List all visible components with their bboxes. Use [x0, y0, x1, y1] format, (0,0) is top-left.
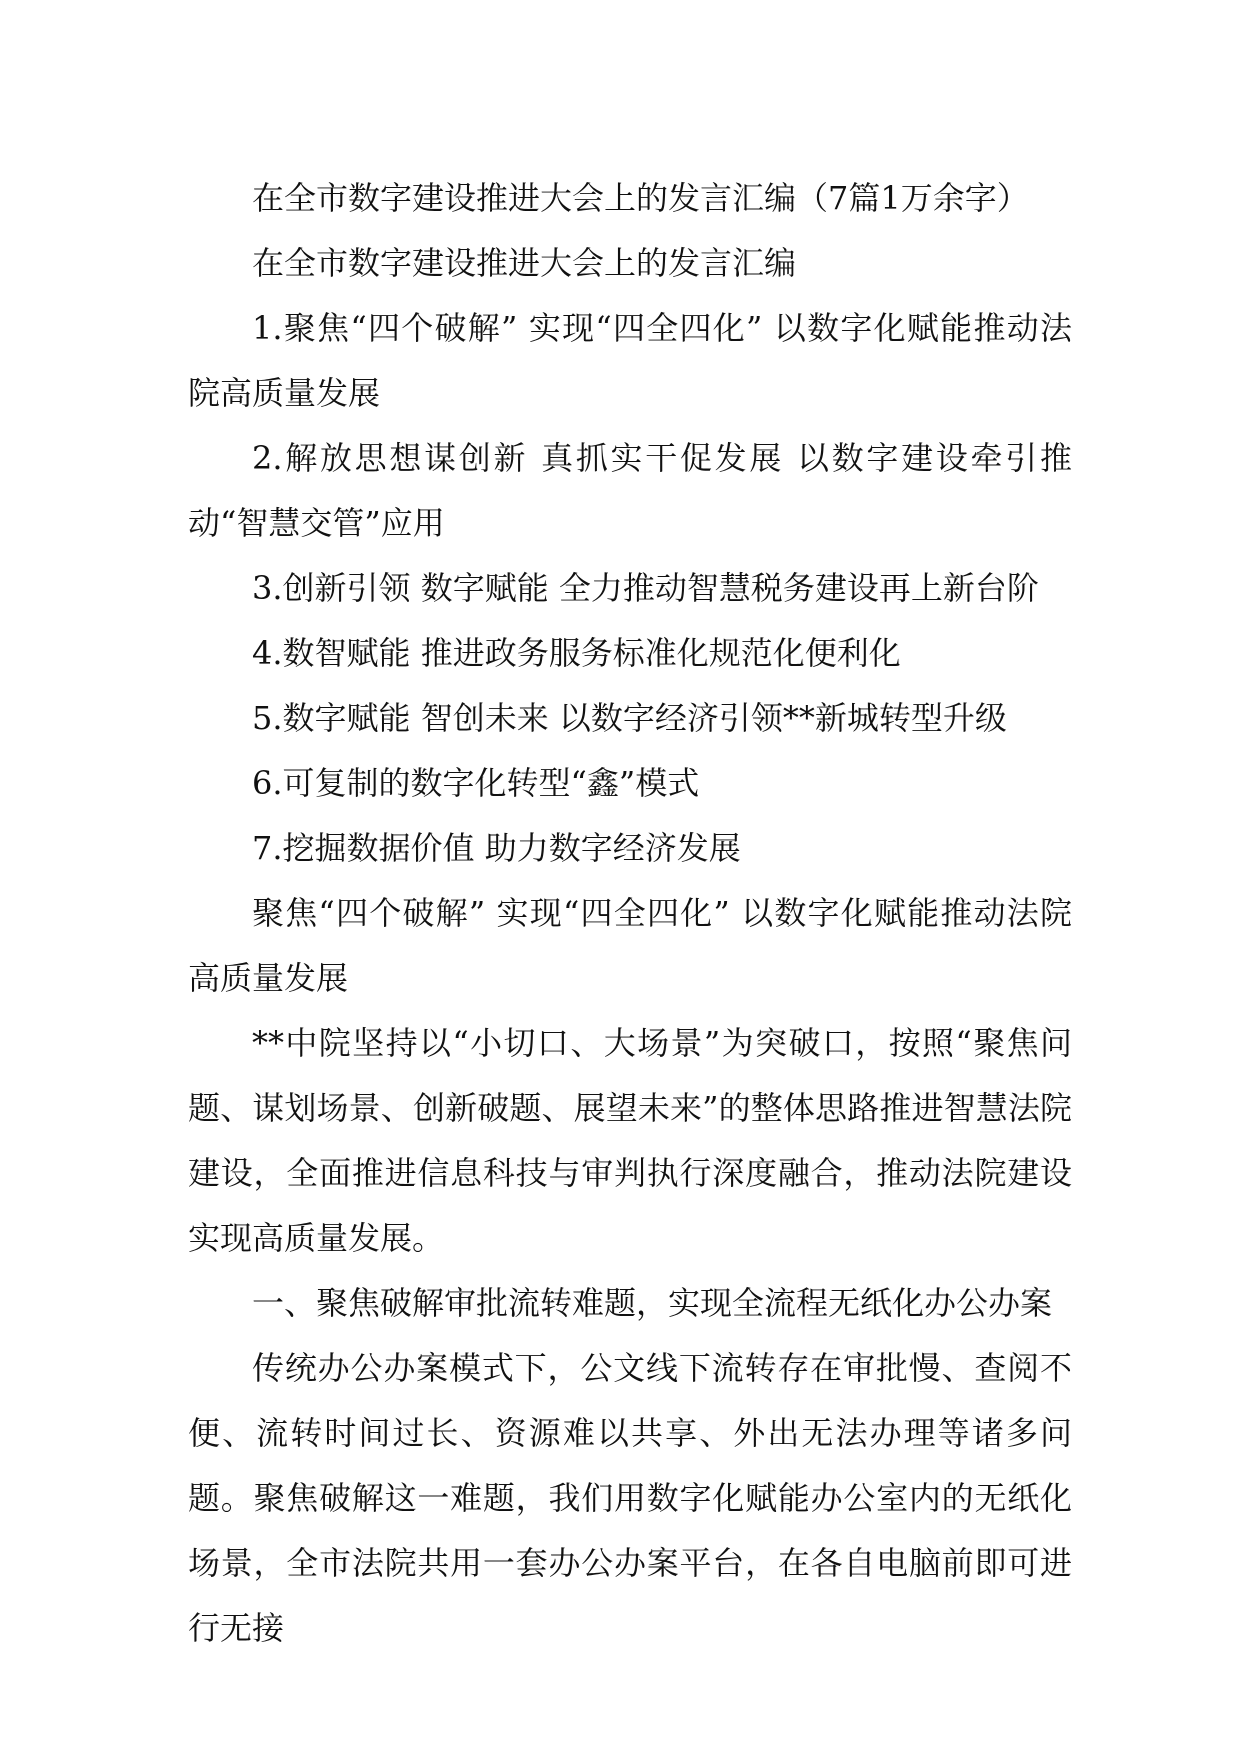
document-subtitle: 在全市数字建设推进大会上的发言汇编	[252, 244, 797, 282]
toc-item-5: 5.数字赋能 智创未来 以数字经济引领**新城转型升级	[252, 699, 1007, 737]
toc-item-7: 7.挖掘数据价值 助力数字经济发展	[252, 829, 741, 867]
document-title: 在全市数字建设推进大会上的发言汇编（7篇1万余字）	[252, 179, 1029, 217]
body-paragraph-1: 传统办公办案模式下，公文线下流转存在审批慢、查阅不便、流转时间过长、资源难以共享、外出无法办理等诸多问题。聚焦破解这一难题，我们用数字化赋能办公室内的无纸化场景，全市法院共用一套办公办案平台，在各自电脑前即可进行无接	[188, 1349, 1072, 1647]
toc-item-1: 1.聚焦“四个破解” 实现“四全四化” 以数字化赋能推动法院高质量发展	[188, 309, 1072, 412]
intro-paragraph: **中院坚持以“小切口、大场景”为突破口，按照“聚焦问题、谋划场景、创新破题、展望未来”的整体思路推进智慧法院建设，全面推进信息科技与审判执行深度融合，推动法院建设实现高质量发展。	[188, 1024, 1072, 1257]
toc-item-4: 4.数智赋能 推进政务服务标准化规范化便利化	[252, 634, 901, 672]
section-heading-1: 一、聚焦破解审批流转难题，实现全流程无纸化办公办案	[252, 1284, 1053, 1322]
section-title: 聚焦“四个破解” 实现“四全四化” 以数字化赋能推动法院高质量发展	[188, 894, 1072, 997]
document-body	[188, 166, 1072, 1661]
toc-item-3: 3.创新引领 数字赋能 全力推动智慧税务建设再上新台阶	[252, 569, 1039, 607]
toc-item-2: 2.解放思想谋创新 真抓实干促发展 以数字建设牵引推动“智慧交管”应用	[188, 439, 1072, 542]
toc-item-6: 6.可复制的数字化转型“鑫”模式	[252, 764, 700, 802]
